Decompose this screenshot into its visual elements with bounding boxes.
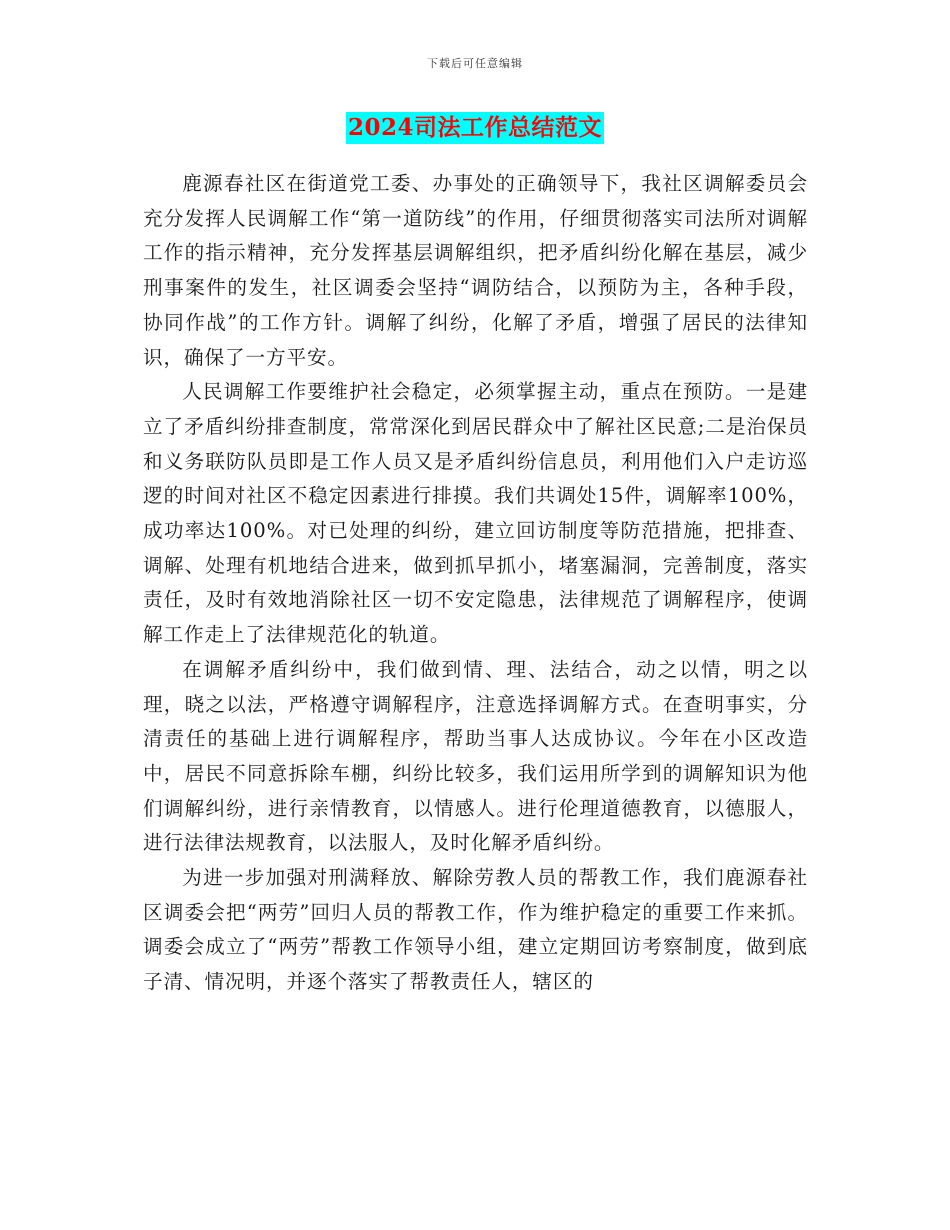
paragraph: 为进一步加强对刑满释放、解除劳教人员的帮教工作，我们鹿源春社区调委会把“两劳”回归人员的帮教工作，作为维护稳定的重要工作来抓。调委会成立了“两劳”帮教工作领导小组，建立定期回访考察制度，做到底子清、情况明，并逐个落实了帮教责任人，辖区的 xyxy=(143,866,808,994)
document-title: 2024司法工作总结范文 xyxy=(346,112,604,144)
paragraph: 鹿源春社区在街道党工委、办事处的正确领导下，我社区调解委员会充分发挥人民调解工作“第一道防线”的作用，仔细贯彻落实司法所对调解工作的指示精神，充分发挥基层调解组织，把矛盾纠纷化解在基层，减少刑事案件的发生，社区调委会坚持“调防结合，以预防为主，各种手段，协同作战”的工作方针。调解了纠纷，化解了矛盾，增强了居民的法律知识，确保了一方平安。 xyxy=(143,172,808,369)
paragraph: 人民调解工作要维护社会稳定，必须掌握主动，重点在预防。一是建立了矛盾纠纷排查制度，常常深化到居民群众中了解社区民意;二是治保员和义务联防队员即是工作人员又是矛盾纠纷信息员，利用他们入户走访巡逻的时间对社区不稳定因素进行排摸。我们共调处15件，调解率100%，成功率达100%。对已处理的纠纷，建立回访制度等防范措施，把排查、调解、处理有机地结合进来，做到抓早抓小，堵塞漏洞，完善制度，落实责任，及时有效地消除社区一切不安定隐患，法律规范了调解程序，使调解工作走上了法律规范化的轨道。 xyxy=(143,380,808,647)
title-container xyxy=(0,112,950,144)
document-body xyxy=(143,167,808,1000)
paragraph: 在调解矛盾纠纷中，我们做到情、理、法结合，动之以情，明之以理，晓之以法，严格遵守调解程序，注意选择调解方式。在查明事实，分清责任的基础上进行调解程序，帮助当事人达成协议。今年在小区改造中，居民不同意拆除车棚，纠纷比较多，我们运用所学到的调解知识为他们调解纠纷，进行亲情教育，以情感人。进行伦理道德教育，以德服人，进行法律法规教育，以法服人，及时化解矛盾纠纷。 xyxy=(143,657,808,855)
header-note: 下载后可任意编辑 xyxy=(427,57,523,70)
